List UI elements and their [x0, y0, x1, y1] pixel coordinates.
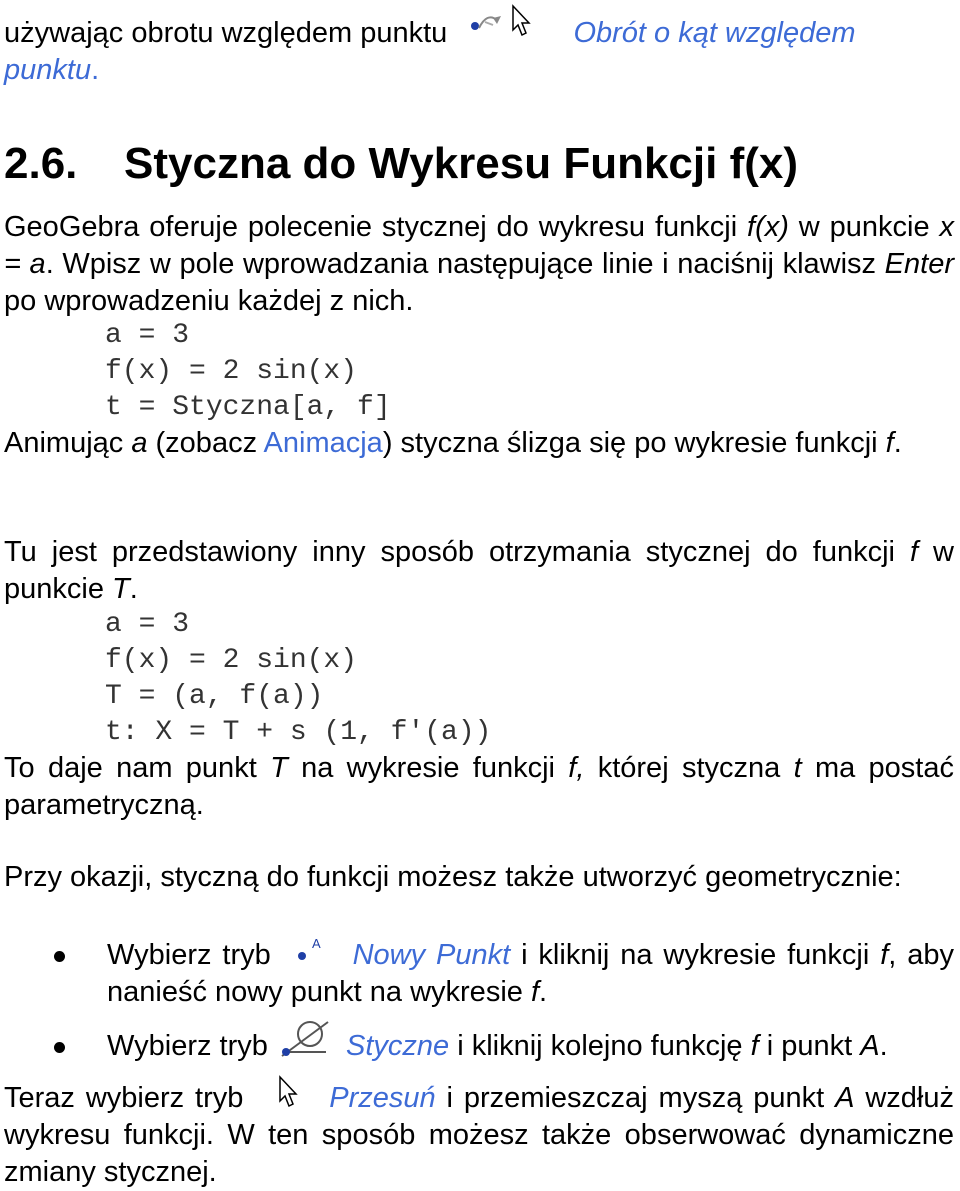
- tangents-link[interactable]: Styczne: [346, 1030, 450, 1062]
- math-T: T: [112, 573, 130, 605]
- code-line: t: X = T + s (1, f'(a)): [105, 717, 492, 748]
- text: i kliknij na wykresie funkcji: [510, 939, 881, 971]
- math-f: f,: [568, 752, 585, 784]
- text: .: [893, 427, 902, 459]
- text: ma postać parametryczną.: [4, 752, 954, 821]
- move-link[interactable]: Przesuń: [329, 1082, 436, 1114]
- section-heading: [4, 138, 798, 190]
- text: Animując: [4, 427, 132, 459]
- text: wzdłuż wykresu funkcji. W ten sposób możesz także obserwować dynamiczne zmiany stycznej.: [4, 1082, 954, 1188]
- math-t: t: [793, 752, 802, 784]
- text: której styczna: [584, 752, 794, 784]
- math-T: T: [270, 752, 288, 784]
- math-A: A: [860, 1030, 880, 1062]
- intro-period: .: [91, 54, 100, 86]
- paragraph-other-method: [4, 534, 954, 608]
- list-item: [4, 937, 954, 1011]
- text: .: [879, 1030, 888, 1062]
- text: i punkt: [758, 1030, 861, 1062]
- tangents-icon[interactable]: [280, 1030, 330, 1064]
- animation-link[interactable]: Animacja: [263, 427, 383, 459]
- text: Teraz wybierz tryb: [4, 1082, 244, 1114]
- code-line: f(x) = 2 sin(x): [105, 645, 358, 676]
- key-enter: Enter: [884, 248, 954, 280]
- section-title: Styczna do Wykresu Funkcji f(x): [124, 139, 799, 188]
- text: GeoGebra oferuje polecenie stycznej do wykresu funkcji: [4, 211, 748, 243]
- text: w punkcie: [4, 536, 955, 605]
- math-f: f: [750, 1030, 759, 1062]
- rotate-around-point-link[interactable]: Obrót o kąt względem: [573, 17, 856, 49]
- text: i przemieszczaj myszą punkt: [435, 1082, 836, 1114]
- text: Wybierz tryb: [107, 939, 271, 971]
- text: na wykresie funkcji: [287, 752, 569, 784]
- text: i kliknij kolejno funkcję: [449, 1030, 751, 1062]
- paragraph-geometric: [4, 859, 954, 896]
- math-a: a: [131, 427, 148, 459]
- svg-text:A: A: [311, 936, 321, 952]
- paragraph-parametric: [4, 750, 954, 824]
- math-f: f: [530, 976, 540, 1008]
- code-line: a = 3: [105, 320, 190, 351]
- intro-paragraph: [4, 15, 954, 52]
- text: Wybierz tryb: [107, 1030, 268, 1062]
- math-fx: f(x): [747, 211, 789, 243]
- section-number: 2.6.: [4, 139, 78, 188]
- math-x-equals-a: x = a: [4, 211, 954, 280]
- new-point-icon[interactable]: [294, 936, 334, 971]
- text: Tu jest przedstawiony inny sposób otrzymania stycznej do funkcji: [4, 536, 910, 568]
- text: .: [129, 573, 138, 605]
- list-item: [4, 1028, 954, 1065]
- code-line: a = 3: [105, 609, 190, 640]
- rotate-around-point-icon: [465, 17, 541, 51]
- intro-paragraph-cont: [4, 52, 99, 89]
- rotate-around-point-link-cont[interactable]: punktu: [4, 54, 92, 86]
- text: Przy okazji, styczną do funkcji możesz także utworzyć geometrycznie:: [4, 861, 902, 893]
- code-line: t = Styczna[a, f]: [105, 392, 391, 423]
- text: To daje nam punkt: [4, 752, 271, 784]
- code-line: T = (a, f(a)): [105, 681, 324, 712]
- paragraph-tangent-command: [4, 209, 954, 320]
- steps-list: [4, 937, 954, 1065]
- paragraph-animation: [4, 425, 954, 462]
- math-A: A: [835, 1082, 855, 1114]
- text: . Wpisz w pole wprowadzania następujące linie i naciśnij klawisz: [45, 248, 885, 280]
- math-f: f: [885, 427, 894, 459]
- code-block-1: [4, 318, 391, 426]
- text: , aby nanieść nowy punkt na wykresie: [107, 939, 955, 1008]
- intro-text: używając obrotu względem punktu: [4, 17, 448, 49]
- text: po wprowadzeniu każdej z nich.: [4, 285, 414, 317]
- text: (zobacz: [147, 427, 264, 459]
- new-point-link[interactable]: Nowy Punkt: [352, 939, 511, 971]
- paragraph-move: [4, 1080, 954, 1191]
- math-f: f: [910, 536, 919, 568]
- code-block-2: [4, 607, 491, 751]
- text: .: [539, 976, 548, 1008]
- text: w punkcie: [788, 211, 940, 243]
- code-line: f(x) = 2 sin(x): [105, 356, 358, 387]
- math-f: f: [880, 939, 889, 971]
- text: ) styczna ślizga się po wykresie funkcji: [382, 427, 886, 459]
- move-cursor-icon[interactable]: [272, 1084, 312, 1114]
- bullet: [54, 951, 65, 962]
- bullet: [54, 1042, 65, 1053]
